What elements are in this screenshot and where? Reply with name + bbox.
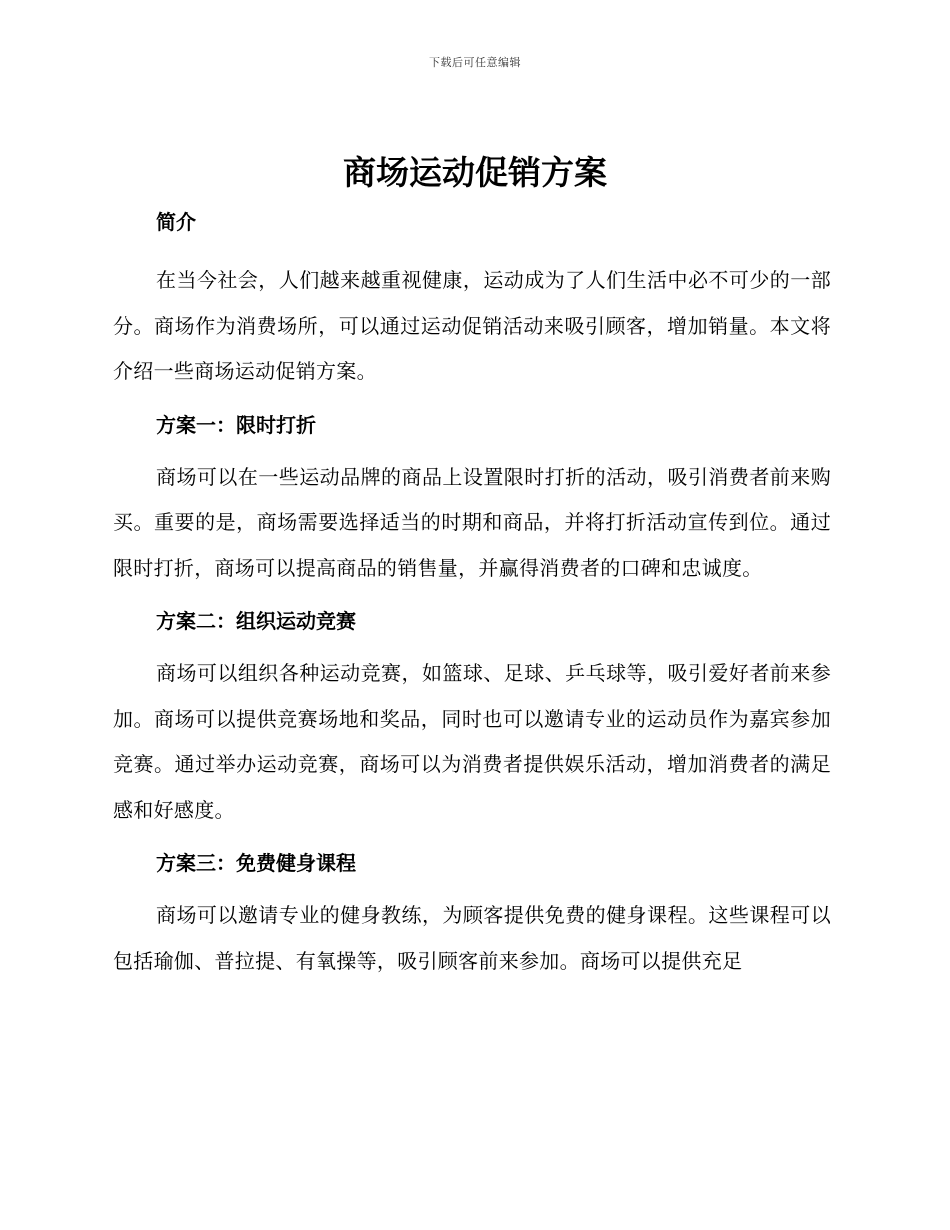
section-heading-intro: 简介 [156,210,196,234]
document-title: 商场运动促销方案 [343,153,607,192]
header-note: 下载后可任意编辑 [429,56,521,69]
paragraph-plan-1: 商场可以在一些运动品牌的商品上设置限时打折的活动，吸引消费者前来购买。重要的是，商场需要选择适当的时期和商品，并将打折活动宣传到位。通过限时打折，商场可以提高商品的销售量，并赢得消费者的口碑和忠诚度。 [113,464,831,580]
section-heading-plan-1: 方案一：限时打折 [156,412,316,437]
paragraph-intro: 在当今社会，人们越来越重视健康，运动成为了人们生活中必不可少的一部分。商场作为消费场所，可以通过运动促销活动来吸引顾客，增加销量。本文将介绍一些商场运动促销方案。 [113,268,831,383]
paragraph-plan-2: 商场可以组织各种运动竞赛，如篮球、足球、乒乓球等，吸引爱好者前来参加。商场可以提供竞赛场地和奖品，同时也可以邀请专业的运动员作为嘉宾参加竞赛。通过举办运动竞赛，商场可以为消费者提供娱乐活动，增加消费者的满足感和好感度。 [113,661,831,822]
section-heading-plan-3: 方案三：免费健身课程 [156,851,356,875]
paragraph-plan-3: 商场可以邀请专业的健身教练，为顾客提供免费的健身课程。这些课程可以包括瑜伽、普拉提、有氧操等，吸引顾客前来参加。商场可以提供充足 [113,903,831,973]
document-body [113,200,831,984]
section-heading-plan-2: 方案二：组织运动竞赛 [156,609,356,633]
